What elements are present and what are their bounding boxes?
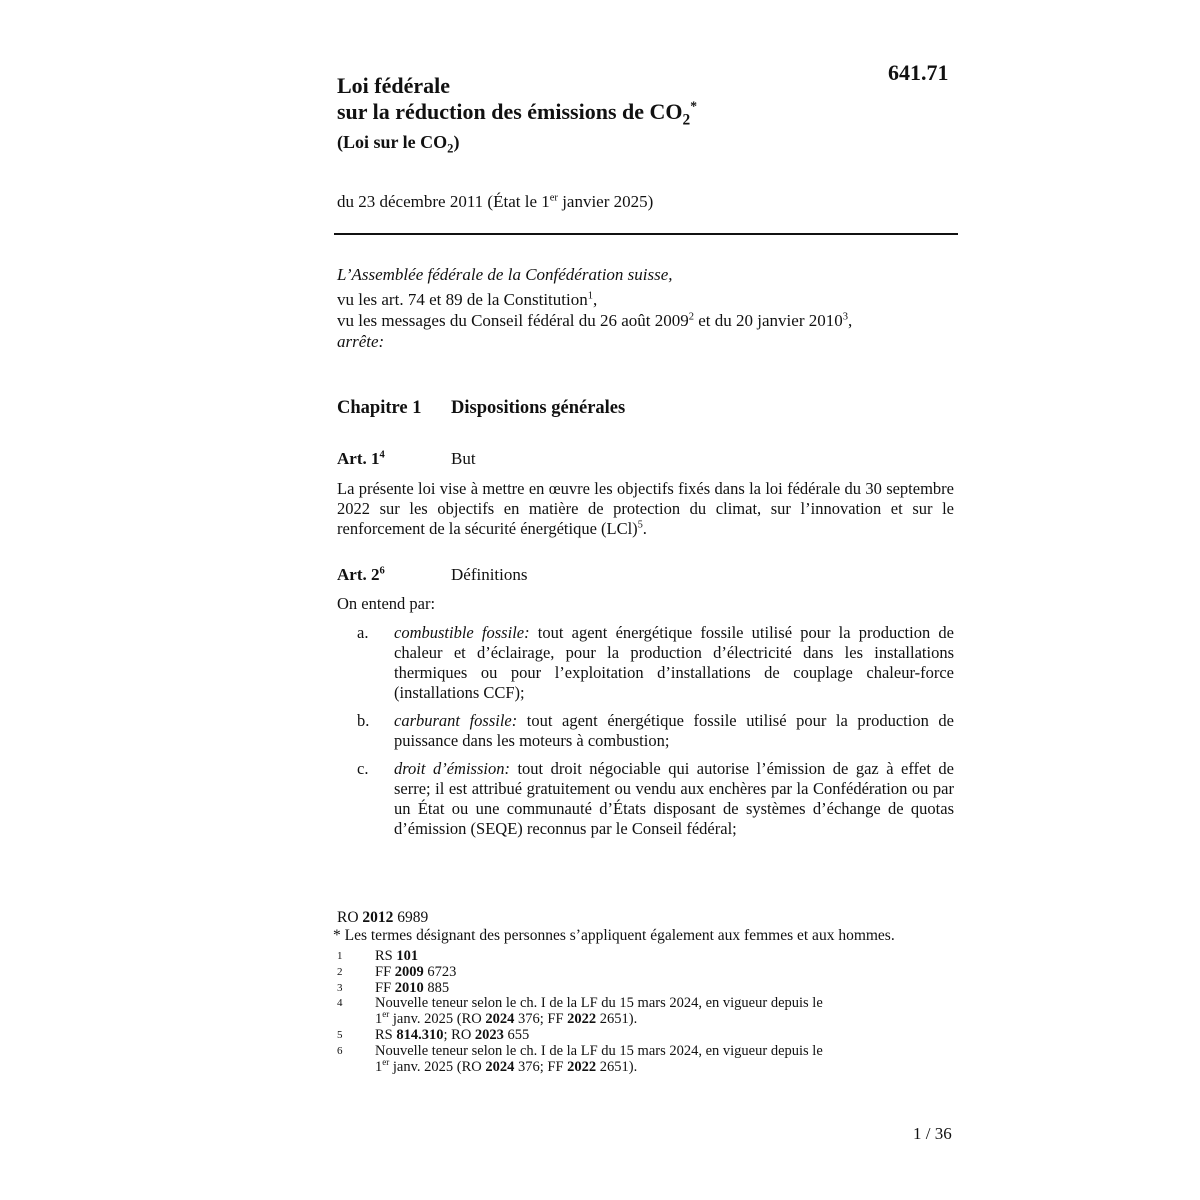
definition-item — [357, 759, 954, 839]
item-body: combustible fossile: tout agent énergétique fossile utilisé pour la production de chaleur et d’éclairage, pour la production d’électricité dans les installations thermiques ou pour l’exploitation d’installations de couplage chaleur-force (installations CCF); — [394, 623, 954, 702]
title-line-1: Loi fédérale — [337, 73, 451, 98]
footnote: 5 RS 814.310; RO 2023 655 — [337, 1026, 530, 1043]
date-line: du 23 décembre 2011 (État le 1er janvier 2025) — [337, 192, 654, 211]
footnote: 1 RS 101 — [337, 948, 419, 964]
footnote-ref[interactable]: 3 — [842, 311, 848, 323]
preamble-messages: vu les messages du Conseil fédéral du 26 août 2009$^2$ et du 20 janvier 2010$^3$, — [337, 311, 853, 330]
definition-item — [357, 711, 954, 751]
law-title — [337, 73, 698, 156]
item-body: carburant fossile: tout agent énergétique fossile utilisé pour la production de puissance dans les moteurs à combustion; — [394, 711, 954, 750]
article-title: Définitions — [451, 565, 528, 584]
item-body: droit d’émission: tout droit négociable qui autorise l’émission de gaz à effet de serre; il est attribué gratuitement ou vendu aux enchères par la Confédération ou par un État ou une communauté d’États disposant de systèmes d’échange de quotas d’émission (SEQE) reconnus par le Conseil fédéral; — [394, 759, 955, 838]
gender-note: * Les termes désignant des personnes s’appliquent également aux femmes et aux hommes. — [333, 927, 895, 944]
title-line-2: sur la réduction des émissions de $CO_2^*$ — [337, 98, 698, 129]
chapter-number: Chapitre 1 — [337, 398, 422, 418]
footnote-ref[interactable]: 6 — [379, 565, 385, 577]
footnote: 6 Nouvelle teneur selon le ch. I de la LF du 15 mars 2024, en vigueur depuis le 1er janv. 2025 (RO 2024 376; FF 2022 2651). — [337, 1042, 823, 1075]
article-number: Art. $2^6$ — [337, 565, 385, 584]
article-1-heading — [337, 449, 476, 469]
preamble-assembly: L’Assemblée fédérale de la Confédération suisse, — [337, 265, 673, 284]
chapter-heading — [337, 398, 625, 419]
item-letter: b. — [357, 711, 370, 730]
footnote: 4 Nouvelle teneur selon le ch. I de la LF du 15 mars 2024, en vigueur depuis le 1er janv. 2025 (RO 2024 376; FF 2022 2651). — [337, 995, 823, 1028]
preamble-constitution: vu les art. 74 et 89 de la Constitution$^1$, — [337, 290, 598, 309]
official-collection-ref: RO 2012 6989 — [337, 909, 429, 926]
footnote-ref[interactable]: 1 — [587, 290, 593, 302]
definition-list — [357, 623, 954, 847]
article-title: But — [451, 449, 476, 468]
page-number: 1 / 36 — [913, 1124, 952, 1143]
footnote-ref[interactable]: 2 — [688, 311, 695, 323]
footnote: 2 FF 2009 6723 — [337, 963, 457, 980]
article-2-heading — [337, 565, 528, 585]
item-letter: c. — [357, 759, 369, 778]
footnotes — [333, 910, 933, 1075]
header-divider — [334, 233, 958, 235]
chapter-title: Dispositions générales — [451, 398, 626, 418]
article-1-text: La présente loi vise à mettre en œuvre les objectifs fixés dans la loi fédérale du 30 septembre 2022 sur les objectifs en matière de protection du climat, sur l’innovation et sur le renforcement de la sécurité énergétique (LCl)$^5$. — [337, 479, 954, 538]
footnote-ref[interactable]: 5 — [637, 519, 643, 531]
article-number: Art. $1^4$ — [337, 449, 385, 468]
article-2-intro: On entend par: — [337, 594, 436, 613]
preamble-decree: arrête: — [337, 332, 385, 351]
preamble — [337, 264, 977, 352]
definition-item — [357, 623, 954, 703]
item-letter: a. — [357, 623, 369, 642]
footnote-list — [333, 949, 933, 1075]
short-title: (Loi sur le $CO_2$) — [337, 132, 460, 156]
footnote-ref[interactable]: 4 — [379, 449, 385, 461]
sr-number: 641.71 — [888, 60, 949, 85]
footnote: 3 FF 2010 885 — [337, 979, 450, 996]
